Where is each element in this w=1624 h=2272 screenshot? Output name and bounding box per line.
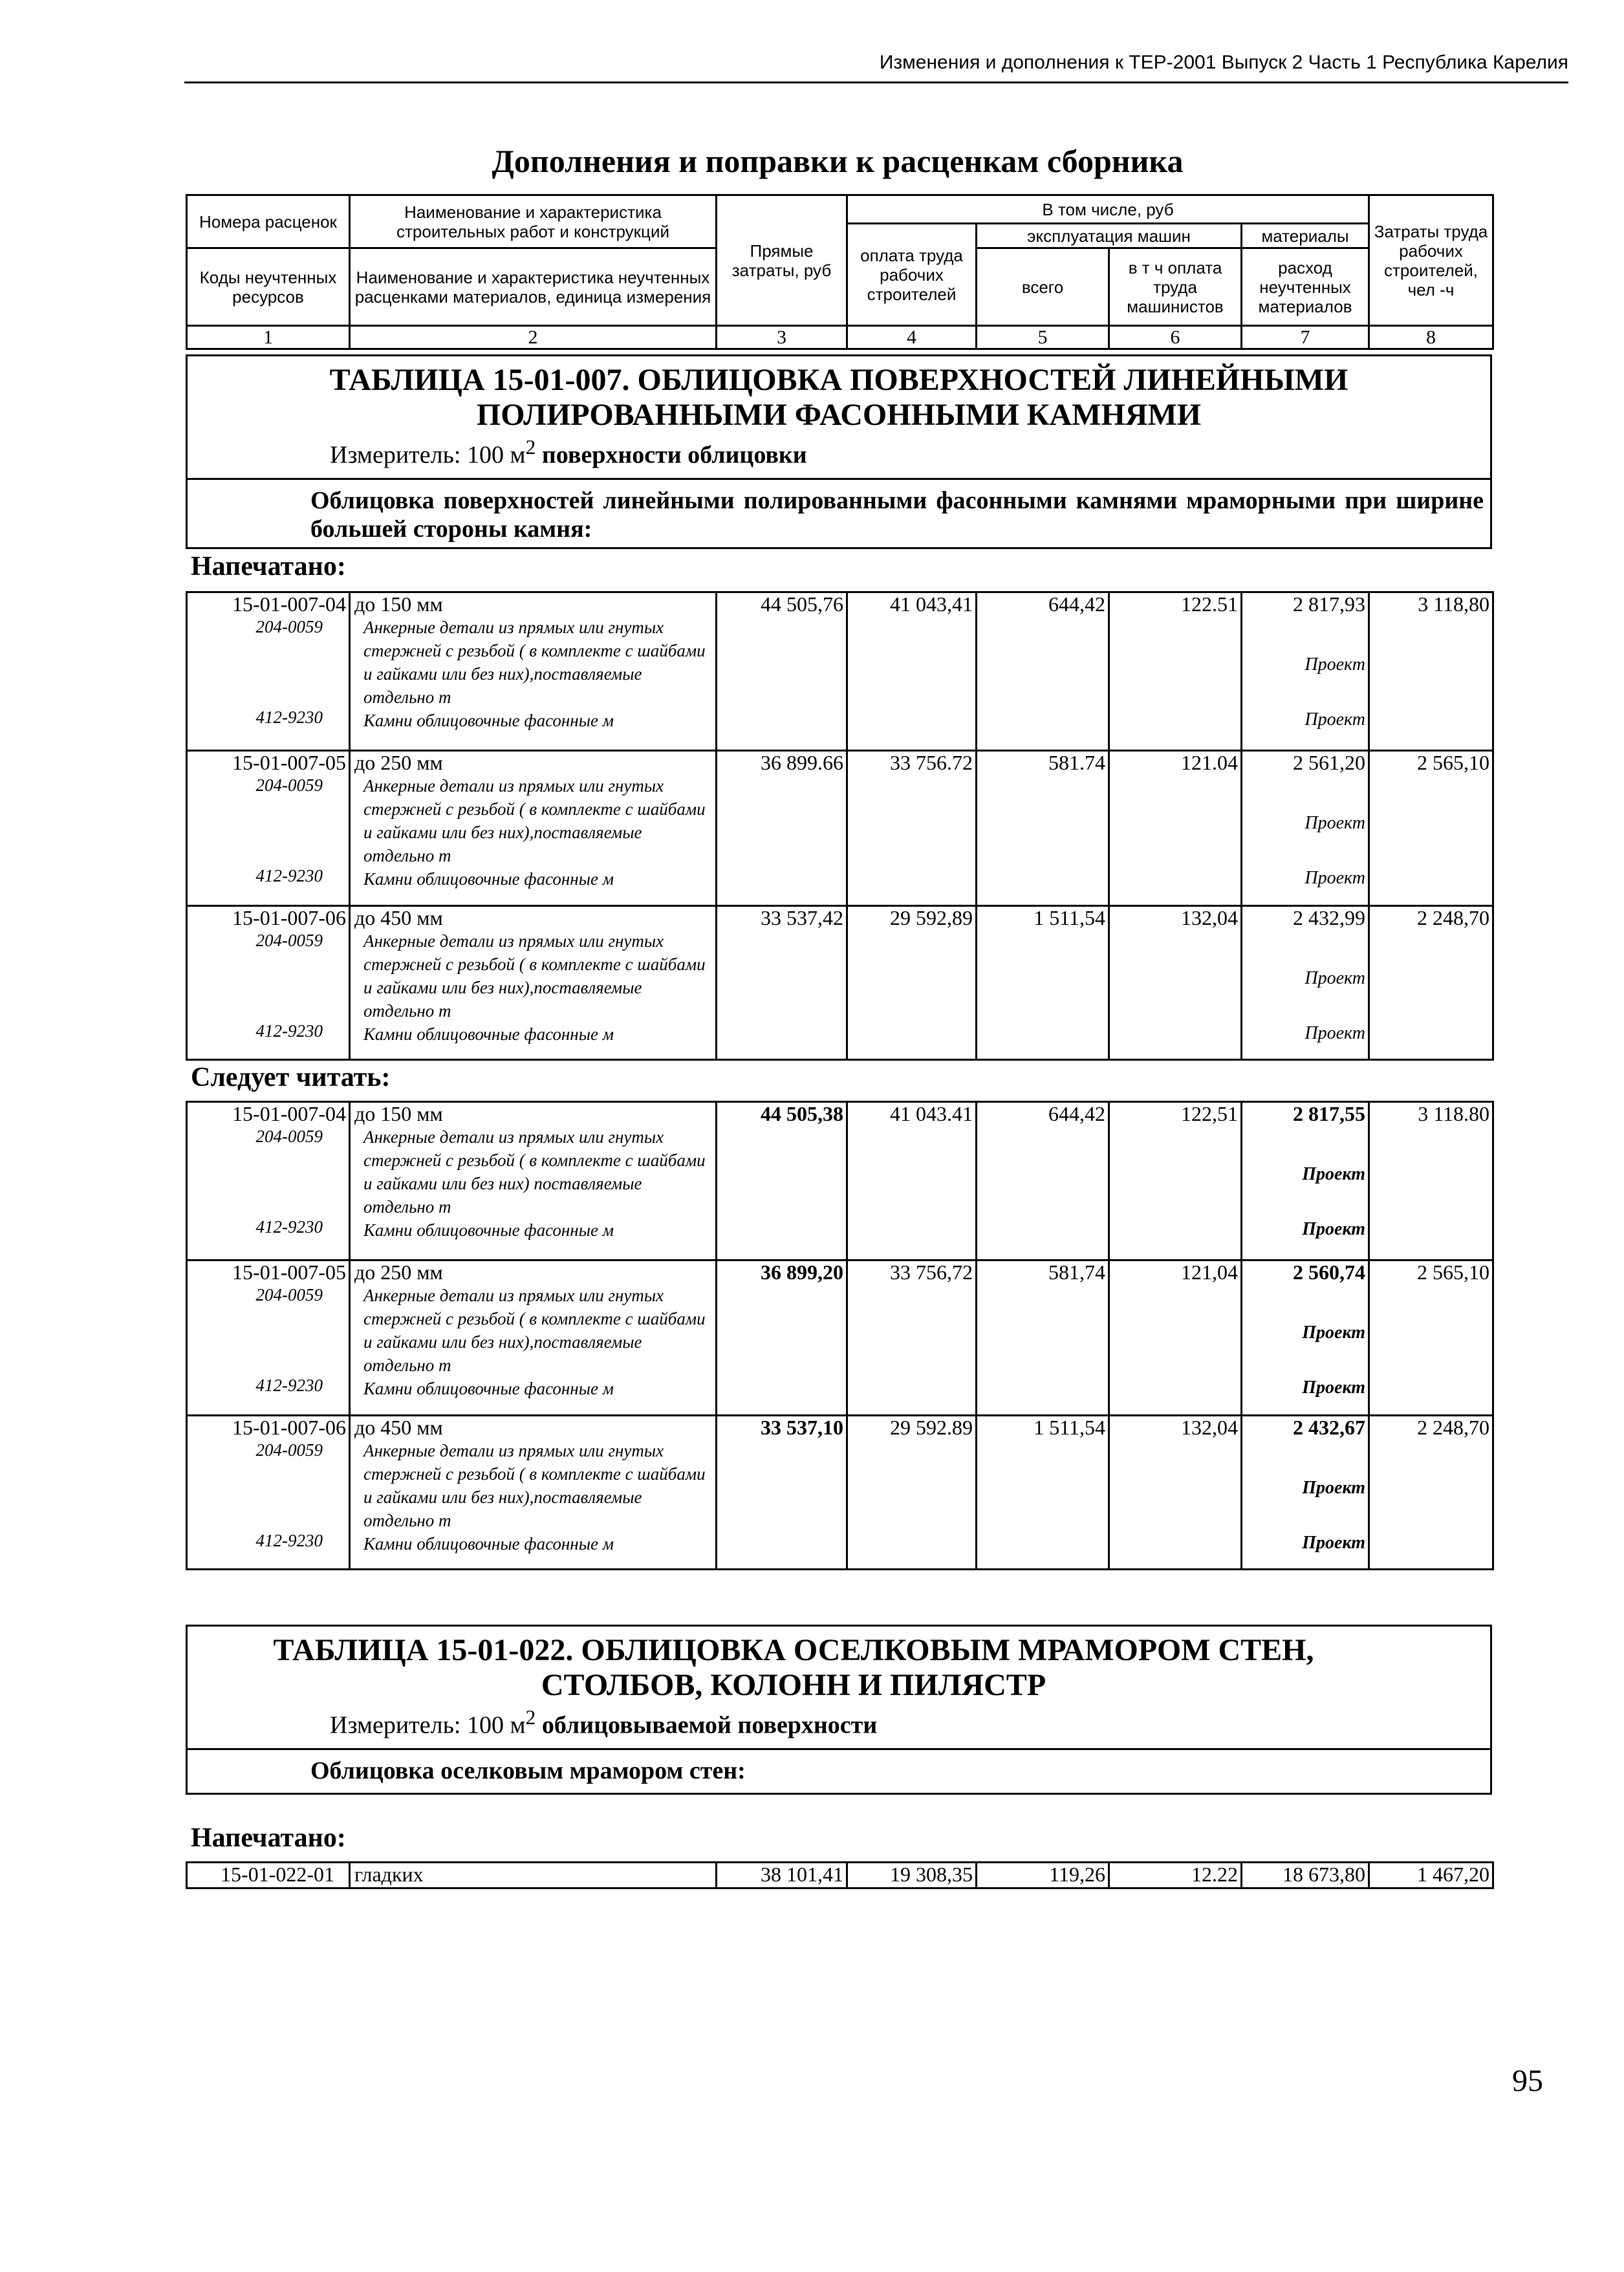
materials-cell — [1242, 1102, 1369, 1260]
table-row — [187, 1102, 1493, 1260]
resource-code: 204-0059 — [255, 775, 323, 795]
labor-hours: 2 248,70 — [1369, 1416, 1493, 1570]
resource-code: 412-9230 — [255, 708, 323, 727]
rate-name: до 250 мм — [354, 751, 443, 774]
labor-hours: 3 118.80 — [1369, 1102, 1493, 1260]
labor-cost: 29 592.89 — [847, 1416, 977, 1570]
machinists-cost: 121.04 — [1109, 751, 1242, 906]
direct-cost: 36 899.66 — [717, 751, 847, 906]
rate-code-cell — [187, 1260, 350, 1416]
table-row — [187, 1416, 1493, 1570]
hdr-col5: всего — [977, 248, 1109, 326]
hdr-group: В том числе, руб — [847, 195, 1369, 224]
resource-name: Анкерные детали из прямых или гнутых стержней с резьбой ( в комплекте с шайбами и гайками или без них),поставляемые отдельно т — [363, 1441, 706, 1530]
hdr-num: 5 — [977, 326, 1109, 349]
labor-cost: 33 756.72 — [847, 751, 977, 906]
section2-description: Облицовка оселковым мрамором стен: — [188, 1748, 1490, 1793]
resource-name: Анкерные детали из прямых или гнутых стержней с резьбой ( в комплекте с шайбами и гайками или без них),поставляемые отдельно т — [363, 1286, 706, 1375]
labor-cost: 29 592,89 — [847, 906, 977, 1060]
rate-name-cell — [350, 751, 717, 906]
labor-hours: 3 118,80 — [1369, 592, 1493, 751]
running-header: Изменения и дополнения к ТЕР-2001 Выпуск 2 Часть 1 Республика Карелия — [184, 52, 1568, 83]
rate-code-cell — [187, 751, 350, 906]
resource-value: Проект — [1302, 1164, 1365, 1184]
resource-code: 412-9230 — [255, 1021, 323, 1041]
materials-cell — [1242, 906, 1369, 1060]
resource-name: Анкерные детали из прямых или гнутых стержней с резьбой ( в комплекте с шайбами и гайками или без них) поставляемые отдельно т — [363, 1127, 706, 1217]
rate-name: до 450 мм — [354, 1416, 443, 1439]
rate-code-cell — [187, 906, 350, 1060]
rate-code-cell — [187, 1102, 350, 1260]
resource-code: 412-9230 — [255, 1531, 323, 1550]
resource-name: Анкерные детали из прямых или гнутых стержней с резьбой ( в комплекте с шайбами и гайками или без них),поставляемые отдельно т — [363, 776, 706, 865]
direct-cost: 33 537,10 — [717, 1416, 847, 1570]
rate-code-cell — [187, 1416, 350, 1570]
printed-label: Напечатано: — [191, 552, 346, 581]
direct-cost: 44 505,38 — [717, 1102, 847, 1260]
machines-cost: 581,74 — [977, 1260, 1109, 1416]
materials-cost: 2 560,74 — [1293, 1260, 1365, 1284]
hdr-col4: оплата труда рабочих строителей — [847, 224, 977, 326]
materials-cost: 2 561,20 — [1293, 751, 1365, 774]
table-row — [187, 1260, 1493, 1416]
machines-cost: 119,26 — [977, 1863, 1109, 1888]
resource-value: Проект — [1305, 709, 1365, 730]
hdr-col7: расход неучтенных материалов — [1242, 248, 1369, 326]
resource-name: Камни облицовочные фасонные м — [363, 1379, 614, 1398]
rate-name-cell — [350, 1260, 717, 1416]
machinists-cost: 132,04 — [1109, 1416, 1242, 1570]
hdr-num: 4 — [847, 326, 977, 349]
section1-unit-suffix: поверхности облицовки — [536, 441, 807, 469]
direct-cost: 33 537,42 — [717, 906, 847, 1060]
direct-cost: 36 899,20 — [717, 1260, 847, 1416]
printed-label: Напечатано: — [191, 1823, 346, 1853]
resource-value: Проект — [1305, 813, 1365, 833]
resource-name: Камни облицовочные фасонные м — [363, 1220, 614, 1240]
section1-description: Облицовка поверхностей линейными полированными фасонными камнями мраморными при ширине большей стороны камня: — [188, 478, 1490, 547]
hdr-col6: в т ч оплата труда машинистов — [1109, 248, 1242, 326]
resource-value: Проект — [1305, 1023, 1365, 1043]
resource-name: Анкерные детали из прямых или гнутых стержней с резьбой ( в комплекте с шайбами и гайками или без них),поставляемые отдельно т — [363, 931, 706, 1021]
table-row — [187, 592, 1493, 751]
labor-hours: 2 565,10 — [1369, 1260, 1493, 1416]
rate-name: до 250 мм — [354, 1260, 443, 1284]
materials-cost: 2 817,55 — [1293, 1102, 1365, 1125]
corrected-table — [186, 1101, 1494, 1570]
labor-cost: 19 308,35 — [847, 1863, 977, 1888]
section2-heading — [186, 1625, 1492, 1795]
direct-cost: 44 505,76 — [717, 592, 847, 751]
machines-cost: 644,42 — [977, 1102, 1109, 1260]
hdr-col2-top: Наименование и характеристика строительных работ и конструкций — [350, 195, 717, 248]
machines-cost: 644,42 — [977, 592, 1109, 751]
rate-name: гладких — [350, 1863, 717, 1888]
resource-value: Проект — [1302, 1478, 1365, 1498]
printed-table — [186, 591, 1494, 1061]
rate-name-cell — [350, 1416, 717, 1570]
resource-code: 412-9230 — [255, 1376, 323, 1395]
machinists-cost: 132,04 — [1109, 906, 1242, 1060]
resource-name: Камни облицовочные фасонные м — [363, 1534, 614, 1553]
section1-heading — [186, 354, 1492, 549]
machinists-cost: 12.22 — [1109, 1863, 1242, 1888]
resource-value: Проект — [1305, 868, 1365, 888]
hdr-materials: материалы — [1242, 224, 1369, 248]
rate-code-cell — [187, 592, 350, 751]
section2-unit-suffix: облицовываемой поверхности — [536, 1711, 878, 1739]
hdr-num: 3 — [717, 326, 847, 349]
rate-code: 15-01-007-05 — [232, 1260, 346, 1284]
section2-unit — [188, 1703, 1490, 1740]
materials-cell — [1242, 751, 1369, 906]
section1-unit — [188, 433, 1490, 470]
rate-code: 15-01-007-05 — [232, 751, 346, 774]
section1-unit-sup: 2 — [525, 436, 536, 459]
materials-cost: 2 432,99 — [1293, 906, 1365, 929]
hdr-col1-bottom: Коды неучтенных ресурсов — [187, 248, 350, 326]
rate-name: до 150 мм — [354, 592, 443, 616]
resource-code: 204-0059 — [255, 931, 323, 950]
labor-cost: 41 043,41 — [847, 592, 977, 751]
materials-cell — [1242, 592, 1369, 751]
corrected-label: Следует читать: — [191, 1063, 391, 1092]
resource-code: 204-0059 — [255, 1127, 323, 1146]
rate-name-cell — [350, 906, 717, 1060]
labor-cost: 33 756,72 — [847, 1260, 977, 1416]
section2-title: ТАБЛИЦА 15-01-022. ОБЛИЦОВКА ОСЕЛКОВЫМ МРАМОРОМ СТЕН, СТОЛБОВ, КОЛОНН И ПИЛЯСТР — [273, 1633, 1314, 1702]
materials-cost: 18 673,80 — [1242, 1863, 1369, 1888]
resource-code: 204-0059 — [255, 1285, 323, 1304]
labor-cost: 41 043.41 — [847, 1102, 977, 1260]
materials-cost: 2 432,67 — [1293, 1416, 1365, 1439]
hdr-num: 2 — [350, 326, 717, 349]
machinists-cost: 121,04 — [1109, 1260, 1242, 1416]
resource-name: Камни облицовочные фасонные м — [363, 869, 614, 889]
page-title: Дополнения и поправки к расценкам сборника — [492, 143, 1184, 179]
hdr-num: 6 — [1109, 326, 1242, 349]
materials-cell — [1242, 1416, 1369, 1570]
resource-value: Проект — [1302, 1533, 1365, 1553]
materials-cost: 2 817,93 — [1293, 592, 1365, 616]
section2-table — [186, 1861, 1494, 1889]
hdr-num: 7 — [1242, 326, 1369, 349]
resource-value: Проект — [1305, 968, 1365, 988]
rate-code: 15-01-007-04 — [232, 1102, 346, 1125]
section1-unit-prefix: Измеритель: 100 м — [330, 441, 526, 469]
page-number: 95 — [1512, 2064, 1543, 2098]
rate-name: до 150 мм — [354, 1102, 443, 1125]
resource-code: 204-0059 — [255, 1440, 323, 1460]
rate-name-cell — [350, 592, 717, 751]
table-row — [187, 906, 1493, 1060]
materials-cell — [1242, 1260, 1369, 1416]
machines-cost: 1 511,54 — [977, 906, 1109, 1060]
resource-value: Проект — [1302, 1219, 1365, 1239]
table-row — [187, 1863, 1493, 1888]
machinists-cost: 122.51 — [1109, 592, 1242, 751]
rate-code: 15-01-022-01 — [187, 1863, 350, 1888]
machines-cost: 1 511,54 — [977, 1416, 1109, 1570]
hdr-col8: Затраты труда рабочих строителей, чел -ч — [1369, 195, 1493, 326]
resource-code: 204-0059 — [255, 617, 323, 636]
hdr-num: 8 — [1369, 326, 1493, 349]
table-row — [187, 751, 1493, 906]
rate-code: 15-01-007-06 — [232, 906, 346, 929]
rate-name: до 450 мм — [354, 906, 443, 929]
labor-hours: 1 467,20 — [1369, 1863, 1493, 1888]
column-header-table — [186, 194, 1494, 350]
hdr-machines: эксплуатация машин — [977, 224, 1242, 248]
hdr-col2-bottom: Наименование и характеристика неучтенных расценками материалов, единица измерения — [350, 248, 717, 326]
labor-hours: 2 565,10 — [1369, 751, 1493, 906]
resource-value: Проект — [1305, 655, 1365, 675]
rate-code: 15-01-007-06 — [232, 1416, 346, 1439]
resource-value: Проект — [1302, 1323, 1365, 1343]
direct-cost: 38 101,41 — [717, 1863, 847, 1888]
resource-value: Проект — [1302, 1378, 1365, 1398]
resource-name: Камни облицовочные фасонные м — [363, 711, 614, 730]
labor-hours: 2 248,70 — [1369, 906, 1493, 1060]
resource-code: 412-9230 — [255, 866, 323, 885]
section1-title: ТАБЛИЦА 15-01-007. ОБЛИЦОВКА ПОВЕРХНОСТЕЙ ЛИНЕЙНЫМИ ПОЛИРОВАННЫМИ ФАСОННЫМИ КАМНЯМИ — [329, 363, 1348, 432]
hdr-col1-top: Номера расценок — [187, 195, 350, 248]
hdr-num: 1 — [187, 326, 350, 349]
hdr-col3: Прямые затраты, руб — [717, 195, 847, 326]
resource-name: Камни облицовочные фасонные м — [363, 1024, 614, 1044]
section2-unit-prefix: Измеритель: 100 м — [330, 1711, 526, 1739]
section2-unit-sup: 2 — [525, 1706, 536, 1729]
rate-name-cell — [350, 1102, 717, 1260]
machines-cost: 581.74 — [977, 751, 1109, 906]
resource-code: 412-9230 — [255, 1217, 323, 1237]
machinists-cost: 122,51 — [1109, 1102, 1242, 1260]
rate-code: 15-01-007-04 — [232, 592, 346, 616]
resource-name: Анкерные детали из прямых или гнутых стержней с резьбой ( в комплекте с шайбами и гайками или без них),поставляемые отдельно т — [363, 618, 706, 707]
